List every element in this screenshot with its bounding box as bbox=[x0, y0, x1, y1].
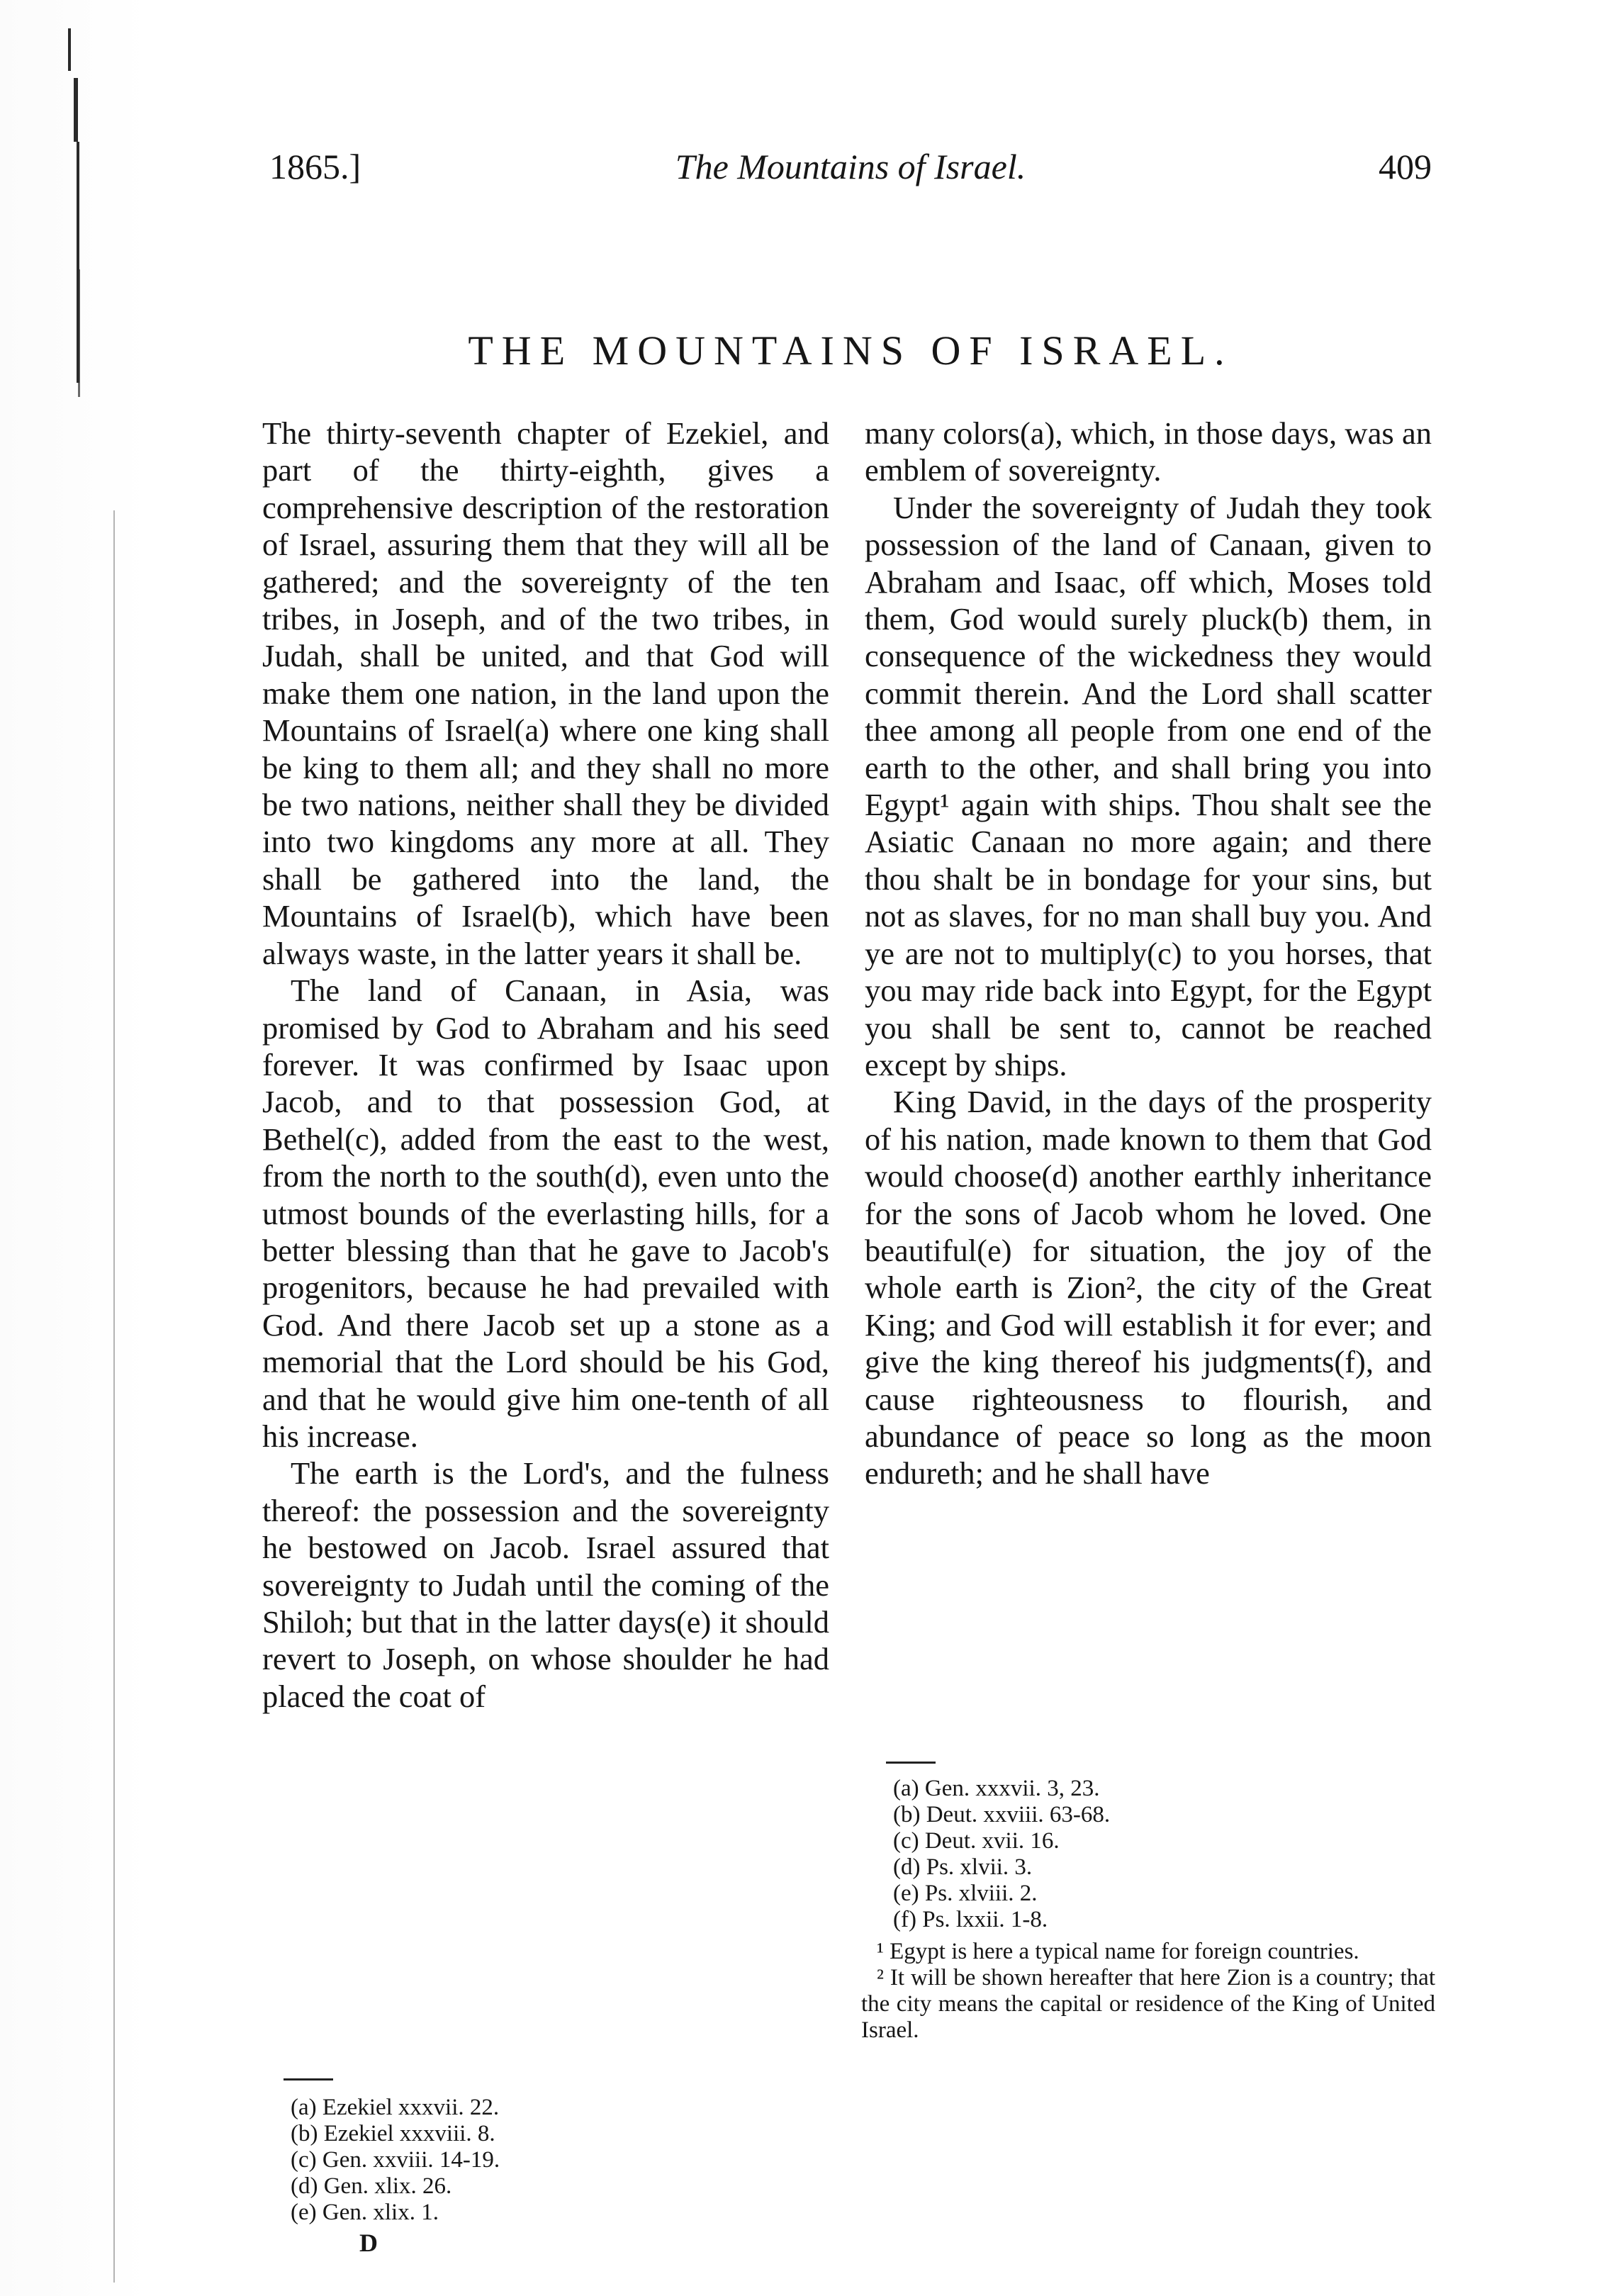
note: ¹ Egypt is here a typical name for foreign countries. bbox=[877, 1939, 1359, 1964]
left-column bbox=[262, 415, 829, 1715]
footnote: (f) Ps. lxxii. 1-8. bbox=[893, 1907, 1048, 1932]
binding-gutter bbox=[0, 0, 149, 2296]
footnote: (a) Gen. xxxvii. 3, 23. bbox=[893, 1776, 1100, 1801]
footnote: (e) Ps. xlviii. 2. bbox=[893, 1881, 1038, 1906]
article-title: THE MOUNTAINS OF ISRAEL. bbox=[468, 327, 1233, 374]
note: ² It will be shown hereafter that here Zion is a country; that the city means the capital or residence of the King of United Israel. bbox=[861, 1965, 1435, 2043]
footnote-rule bbox=[886, 1762, 936, 1764]
right-column bbox=[865, 415, 1432, 1492]
left-footnotes bbox=[291, 2095, 716, 2260]
right-footnotes bbox=[893, 1776, 1439, 1933]
binding-mark bbox=[68, 28, 71, 71]
binding-mark bbox=[78, 269, 80, 397]
paragraph: many colors(a), which, in those days, was an emblem of sovereignty. bbox=[865, 415, 1432, 488]
right-notes bbox=[861, 1939, 1435, 2044]
paragraph: Under the sovereignty of Judah they took possession of the land of Canaan, given to Abraham and Isaac, off which, Moses told them, God would surely pluck(b) them, in consequence of the wickedness they would commit therein. And the Lord shall scatter thee among all people from one end of the earth to the other, and shall bring you into Egypt¹ again with ships. Thou shalt see the Asiatic Canaan no more again; and there thou shalt be in bondage for your sins, but not as slaves, for no man shall buy you. And ye are not to multiply(c) to you horses, that you may ride back into Egypt, for the Egypt you shall be sent to, cannot be reached except by ships. bbox=[865, 489, 1432, 1082]
footnote: (c) Gen. xxviii. 14-19. bbox=[291, 2147, 500, 2173]
binding-mark bbox=[113, 510, 115, 2283]
paragraph: The thirty-seventh chapter of Ezekiel, and part of the thirty-eighth, gives a comprehensive description of the restoration of Israel, assuring them that they will all be gathered; and the sovereignty of the ten tribes, in Joseph, and of the two tribes, in Judah, shall be united, and that God will make them one nation, in the land upon the Mountains of Israel(a) where one king shall be king to them all; and they shall no more be two nations, neither shall they be divided into two kingdoms any more at all. They shall be gathered into the land, the Mountains of Israel(b), which have been always waste, in the latter years it shall be. bbox=[262, 415, 829, 971]
footnote: (e) Gen. xlix. 1. bbox=[291, 2200, 439, 2225]
footnote: (c) Deut. xvii. 16. bbox=[893, 1828, 1060, 1854]
signature-mark: D bbox=[359, 2229, 378, 2257]
running-head-title: The Mountains of Israel. bbox=[675, 147, 1026, 186]
paragraph: King David, in the days of the prosperity of his nation, made known to them that God would choose(d) another earthly inheritance for the sons of Jacob whom he loved. One beautiful(e) for situation, the joy of the whole earth is Zion², the city of the Great King; and God will establish it for ever; and give the king thereof his judgments(f), and cause righteousness to flourish, and abundance of peace so long as the moon endureth; and he shall have bbox=[865, 1084, 1432, 1491]
footnote: (d) Ps. xlvii. 3. bbox=[893, 1854, 1033, 1880]
footnote-rule bbox=[284, 2078, 333, 2081]
footnote: (b) Deut. xxviii. 63-68. bbox=[893, 1802, 1111, 1827]
binding-mark bbox=[74, 78, 78, 142]
page-number: 409 bbox=[1379, 147, 1432, 186]
running-head-year: 1865.] bbox=[269, 147, 361, 186]
paragraph: The land of Canaan, in Asia, was promised by God to Abraham and his seed forever. It was confirmed by Isaac upon Jacob, and to that possession God, at Bethel(c), added from the east to the west, from the north to the south(d), even unto the utmost bounds of the everlasting hills, for a better blessing than that he gave to Jacob's progenitors, because he had prevailed with God. And there Jacob set up a stone as a memorial that the Lord should be his God, and that he would give him one-tenth of all his increase. bbox=[262, 973, 829, 1454]
footnote: (d) Gen. xlix. 26. bbox=[291, 2173, 452, 2199]
running-head bbox=[269, 138, 1432, 195]
paragraph: The earth is the Lord's, and the fulness thereof: the possession and the sovereignty he bestowed on Jacob. Israel assured that sovereignty to Judah until the coming of the Shiloh; but that in the latter days(e) it should revert to Joseph, on whose shoulder he had placed the coat of bbox=[262, 1455, 829, 1714]
footnote: (a) Ezekiel xxxvii. 22. bbox=[291, 2095, 500, 2120]
footnote: (b) Ezekiel xxxviii. 8. bbox=[291, 2121, 495, 2146]
